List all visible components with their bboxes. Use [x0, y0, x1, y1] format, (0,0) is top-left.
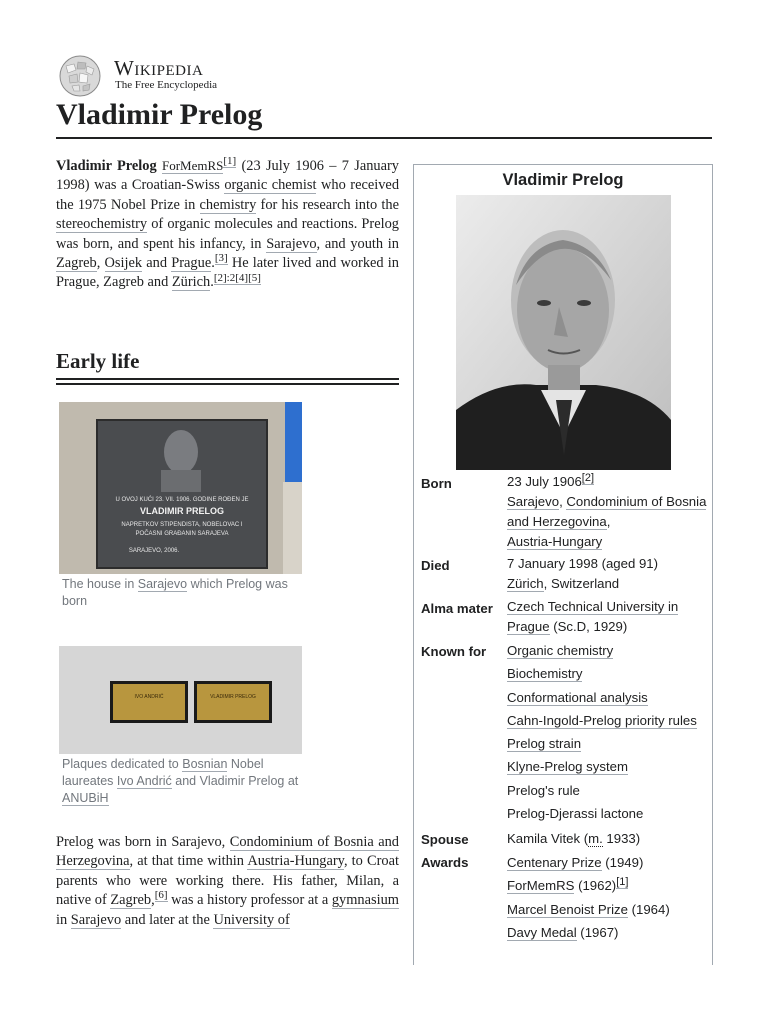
section-heading-early-life: Early life: [56, 349, 140, 373]
body-text-7: and later at the: [121, 911, 214, 928]
link-organic-chemist[interactable]: organic chemist: [224, 177, 317, 194]
born-ref[interactable]: [2]: [581, 471, 595, 484]
link-osijek[interactable]: Osijek: [104, 255, 143, 272]
award-year: (1949): [601, 855, 644, 870]
body-text-1: Prelog was born in Sarajevo,: [56, 834, 230, 850]
page-title: Vladimir Prelog: [56, 98, 263, 131]
lead-text-3: for his research into the: [256, 196, 399, 213]
caption-2-text-a: Plaques dedicated to: [62, 757, 183, 771]
spouse-married-abbr: m.: [588, 831, 603, 846]
award-formemrs[interactable]: ForMemRS: [507, 878, 575, 894]
link-stereochemistry[interactable]: stereochemistry: [56, 216, 148, 233]
wikipedia-wordmark[interactable]: [114, 56, 203, 81]
figure-1-caption: [62, 576, 302, 610]
early-life-paragraph: [56, 833, 399, 930]
caption-2-text-b: Nobel laureates: [62, 757, 264, 788]
award-ref-1[interactable]: [1]: [616, 875, 629, 888]
died-place-link[interactable]: Zürich: [507, 576, 544, 591]
ref-3[interactable]: [3]: [214, 252, 228, 265]
caption-1-text-a: The house in: [62, 577, 138, 591]
spouse-name: Kamila Vitek (: [507, 831, 589, 846]
known-for-list: [507, 641, 707, 827]
link-zagreb-body[interactable]: Zagreb: [110, 892, 152, 909]
born-sep: ,: [559, 494, 567, 509]
award-year: (1964): [627, 901, 670, 917]
link-chemistry[interactable]: chemistry: [199, 196, 257, 213]
wordmark-text: Wikipedia: [114, 56, 204, 80]
lead-text-2: who received the 1975 Nobel Prize in: [56, 177, 400, 213]
infobox: [413, 164, 713, 965]
body-text-6: in: [56, 911, 71, 928]
awards-list: [507, 853, 707, 946]
died-value: [507, 554, 707, 594]
born-label: Born: [421, 476, 452, 491]
link-zurich[interactable]: Zürich: [171, 274, 211, 291]
known-for-item[interactable]: Klyne-Prelog system: [507, 759, 628, 775]
link-condominium[interactable]: Condominium of Bosnia and Herzegovina: [56, 834, 399, 870]
alma-mater-degree: (Sc.D, 1929): [549, 619, 628, 634]
postnominal-link[interactable]: ForMemRS: [161, 158, 224, 173]
figure-2-caption: [62, 756, 302, 807]
born-austria-link[interactable]: Austria-Hungary: [507, 534, 603, 549]
award-year: (1967): [576, 924, 619, 940]
award-davy-medal[interactable]: Davy Medal: [507, 924, 577, 940]
site-tagline: The Free Encyclopedia: [115, 79, 218, 91]
known-for-label: Known for: [421, 644, 487, 659]
section-divider-top: [56, 378, 399, 380]
known-for-item: Prelog's rule: [507, 782, 580, 798]
plaque-line-1: U OVOJ KUĆI 23. VII. 1906. GODINE ROĐEN JE: [115, 497, 249, 503]
subject-name: Vladimir Prelog: [56, 158, 157, 174]
caption-2-link-ivo-andric[interactable]: Ivo Andrić: [116, 774, 172, 788]
body-text-5: was a history professor at a: [167, 892, 332, 909]
link-sarajevo[interactable]: Sarajevo: [266, 235, 317, 252]
section-divider-bottom: [56, 383, 399, 385]
lead-text-4: of organic molecules and reactions. Prelog was born, and spent his infancy, in: [56, 216, 399, 252]
born-condominium-link[interactable]: Condominium of Bosnia and Herzegovina: [507, 494, 707, 529]
award-marcel-benoist[interactable]: Marcel Benoist Prize: [507, 901, 628, 917]
house-plaque-image[interactable]: [59, 402, 302, 574]
link-university[interactable]: University of: [213, 911, 290, 928]
lead-text-8: .: [211, 255, 215, 272]
known-for-item[interactable]: Prelog strain: [507, 736, 582, 752]
caption-2-link-anubih[interactable]: ANUBiH: [62, 791, 109, 805]
caption-1-text-b: which Prelog was born: [62, 577, 288, 608]
known-for-item[interactable]: Organic chemistry: [507, 643, 614, 658]
spouse-year: 1933): [602, 831, 641, 846]
born-value: [507, 472, 707, 552]
link-sarajevo-body[interactable]: Sarajevo: [70, 911, 122, 928]
alma-mater-value: [507, 597, 707, 637]
infobox-title: Vladimir Prelog: [502, 171, 624, 189]
link-gymnasium[interactable]: gymnasium: [331, 892, 399, 909]
plaque-name: VLADIMIR PRELOG: [139, 506, 225, 516]
nobel-plaques-image[interactable]: [59, 646, 302, 754]
caption-2-text-c: and Vladimir Prelog at: [171, 774, 299, 788]
ref-1[interactable]: [1]: [223, 155, 237, 168]
wikipedia-globe-logo[interactable]: [56, 54, 104, 98]
plaque-line-3: POČASNI GRAĐANIN SARAJEVA: [135, 531, 229, 537]
known-for-item[interactable]: Conformational analysis: [507, 689, 648, 705]
ref-6[interactable]: [6]: [154, 889, 168, 902]
lead-text-10: .: [210, 274, 214, 291]
portrait-photo[interactable]: [456, 195, 671, 470]
born-place-link[interactable]: Sarajevo: [507, 494, 560, 509]
plaque-andric: IVO ANDRIĆ: [134, 694, 164, 700]
link-prague[interactable]: Prague: [171, 255, 212, 272]
alma-mater-label: Alma mater: [421, 601, 493, 616]
died-country: , Switzerland: [543, 576, 620, 591]
lead-paragraph: [56, 156, 399, 293]
plaque-line-4: SARAJEVO, 2006.: [128, 548, 180, 554]
lead-text-6: ,: [96, 255, 105, 272]
body-text-3: , to Croat parents who were working there. His father, Milan, a native of: [56, 853, 399, 909]
known-for-item: Prelog-Djerassi lactone: [507, 806, 644, 822]
ref-tail[interactable]: [2]:2[4][5]: [213, 271, 261, 284]
spouse-value: [507, 829, 707, 849]
spouse-label: Spouse: [421, 832, 469, 847]
link-austria-hungary[interactable]: Austria-Hungary: [247, 853, 344, 870]
plaque-line-2: NAPRETKOV STIPENDISTA, NOBELOVAC I: [121, 522, 243, 528]
born-comma: ,: [606, 514, 611, 529]
alma-mater-link[interactable]: Czech Technical University in Prague: [507, 599, 679, 634]
title-divider: [56, 137, 712, 139]
caption-2-link-bosnian[interactable]: Bosnian: [182, 757, 228, 771]
known-for-item[interactable]: Biochemistry: [507, 666, 583, 682]
lead-text-1: (23 July 1906 – 7 January 1998) was a Croatian-Swiss: [56, 158, 399, 194]
plaque-prelog: VLADIMIR PRELOG: [210, 694, 256, 700]
lead-text-7: and: [142, 255, 172, 272]
award-year: (1962): [574, 878, 617, 894]
body-text-2: , at that time within: [129, 853, 248, 870]
lead-text-9: He later lived and worked in Prague, Zagreb and: [56, 255, 399, 291]
award-centenary-prize[interactable]: Centenary Prize: [507, 855, 602, 870]
lead-text-5: , and youth in: [316, 235, 399, 252]
awards-label: Awards: [421, 855, 469, 870]
link-zagreb[interactable]: Zagreb: [56, 255, 97, 272]
known-for-item[interactable]: Cahn-Ingold-Prelog priority rules: [507, 712, 697, 728]
died-date: 7 January 1998 (aged 91): [507, 556, 659, 571]
caption-1-link-sarajevo[interactable]: Sarajevo: [137, 577, 188, 591]
body-text-4: ,: [151, 892, 155, 909]
born-date: 23 July 1906: [507, 474, 582, 489]
died-label: Died: [421, 558, 450, 573]
